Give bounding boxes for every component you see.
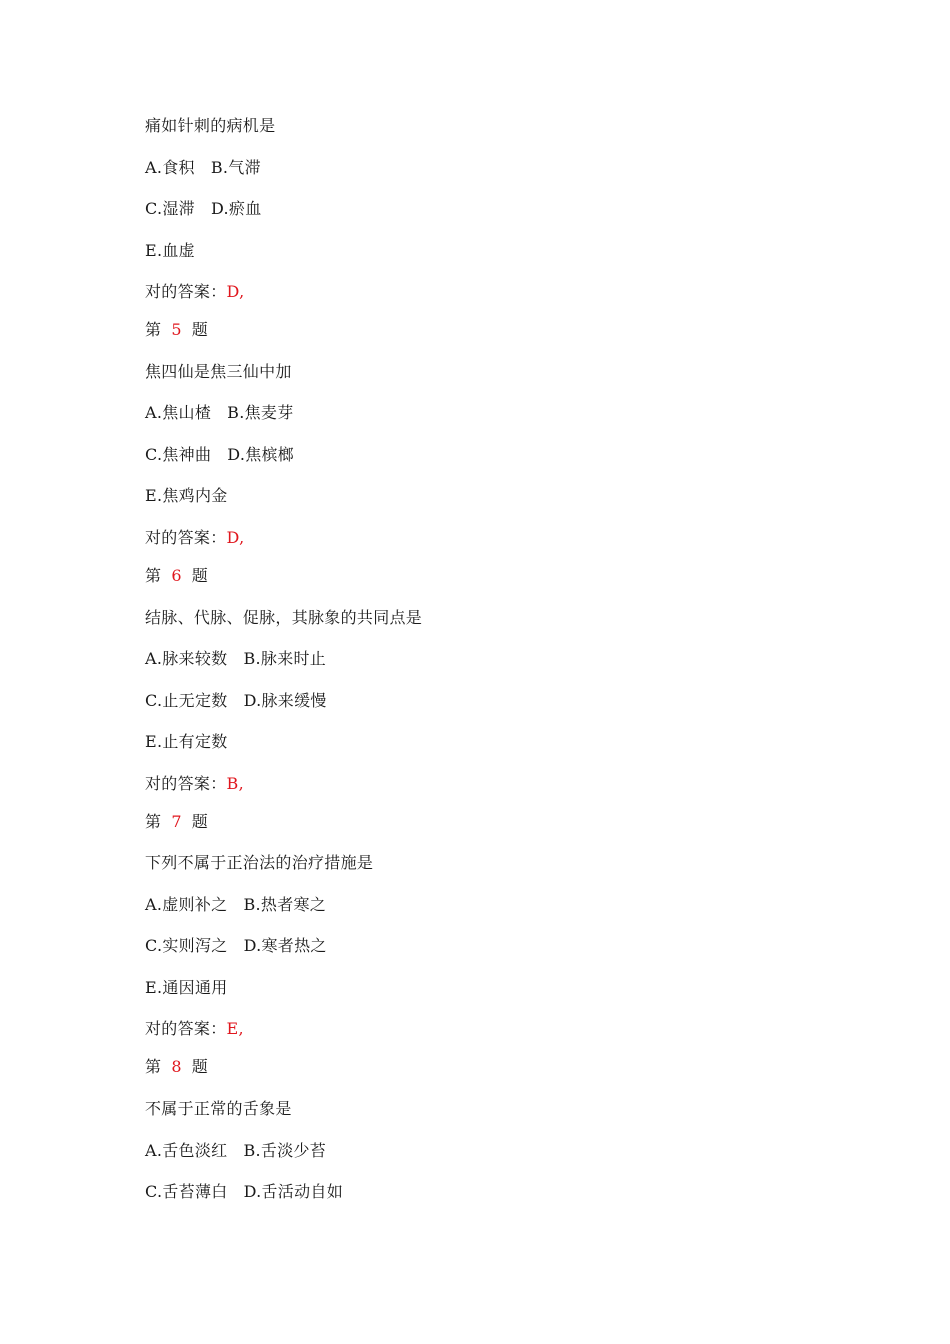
q6-heading-prefix: 第: [145, 566, 162, 585]
q8-heading-prefix: 第: [145, 1057, 162, 1076]
q8-stem: 不属于正常的舌象是: [145, 1099, 292, 1118]
q5-answer-label: 对的答案：: [145, 528, 227, 547]
q4-stem: 痛如针刺的病机是: [145, 116, 276, 135]
q8-options-ab: [145, 1141, 326, 1161]
q5-option-e: E.焦鸡内金: [145, 486, 228, 505]
q4-option-c: C.湿滞: [145, 199, 195, 218]
q6-option-d: D.脉来缓慢: [243, 691, 327, 710]
q5-heading-suffix: 题: [191, 320, 209, 339]
q5-answer-value: D,: [226, 528, 245, 547]
q6-option-b: B.脉来时止: [243, 649, 327, 668]
q7-heading: [145, 812, 208, 832]
q5-options-cd: [145, 445, 294, 465]
q4-options-cd: [145, 199, 262, 219]
q8-options-cd: [145, 1182, 343, 1202]
q5-stem: 焦四仙是焦三仙中加: [145, 362, 292, 381]
q5-heading-prefix: 第: [145, 320, 162, 339]
q8-option-c: C.舌苔薄白: [145, 1182, 228, 1201]
q6-heading: [145, 566, 208, 586]
q6-option-c: C.止无定数: [145, 691, 228, 710]
q7-option-d: D.寒者热之: [243, 936, 327, 955]
q6-answer-line: [145, 774, 244, 794]
q7-answer-line: [145, 1019, 244, 1039]
q5-number: 5: [171, 320, 182, 339]
q6-options-ab: [145, 649, 326, 669]
q7-option-c: C.实则泻之: [145, 936, 228, 955]
q8-option-a: A.舌色淡红: [145, 1141, 228, 1160]
q6-answer-label: 对的答案：: [145, 774, 227, 793]
q7-answer-label: 对的答案：: [145, 1019, 227, 1038]
q6-stem: 结脉、代脉、促脉，其脉象的共同点是: [145, 608, 423, 627]
q8-option-d: D.舌活动自如: [243, 1182, 344, 1201]
q7-options-ab: [145, 895, 326, 915]
q6-answer-value: B,: [226, 774, 244, 793]
q4-option-d: D.瘀血: [210, 199, 262, 218]
q6-heading-suffix: 题: [191, 566, 209, 585]
q5-answer-line: [145, 528, 244, 548]
q7-options-cd: [145, 936, 327, 956]
q5-option-a: A.焦山楂: [145, 403, 212, 422]
q7-number: 7: [171, 812, 182, 831]
q6-option-a: A.脉来较数: [145, 649, 228, 668]
q7-answer-value: E,: [226, 1019, 244, 1038]
q7-option-a: A.虚则补之: [145, 895, 228, 914]
q5-option-c: C.焦神曲: [145, 445, 212, 464]
q4-answer-value: D,: [226, 282, 245, 301]
q5-options-ab: [145, 403, 294, 423]
q6-number: 6: [171, 566, 182, 585]
q4-answer-line: [145, 282, 244, 302]
q4-options-ab: [145, 158, 261, 178]
q4-option-a: A.食积: [145, 158, 195, 177]
q8-option-b: B.舌淡少苔: [243, 1141, 327, 1160]
q4-answer-label: 对的答案：: [145, 282, 227, 301]
q7-option-e: E.通因通用: [145, 978, 228, 997]
q5-heading: [145, 320, 208, 340]
q6-options-cd: [145, 691, 327, 711]
q5-option-d: D.焦槟榔: [227, 445, 295, 464]
q5-option-b: B.焦麦芽: [227, 403, 294, 422]
q8-heading-suffix: 题: [191, 1057, 209, 1076]
q8-heading: [145, 1057, 208, 1077]
q7-heading-prefix: 第: [145, 812, 162, 831]
q7-option-b: B.热者寒之: [243, 895, 327, 914]
q6-option-e: E.止有定数: [145, 732, 228, 751]
q4-option-e: E.血虚: [145, 241, 195, 260]
q4-option-b: B.气滞: [210, 158, 261, 177]
q7-stem: 下列不属于正治法的治疗措施是: [145, 853, 374, 872]
q7-heading-suffix: 题: [191, 812, 209, 831]
q8-number: 8: [171, 1057, 182, 1076]
